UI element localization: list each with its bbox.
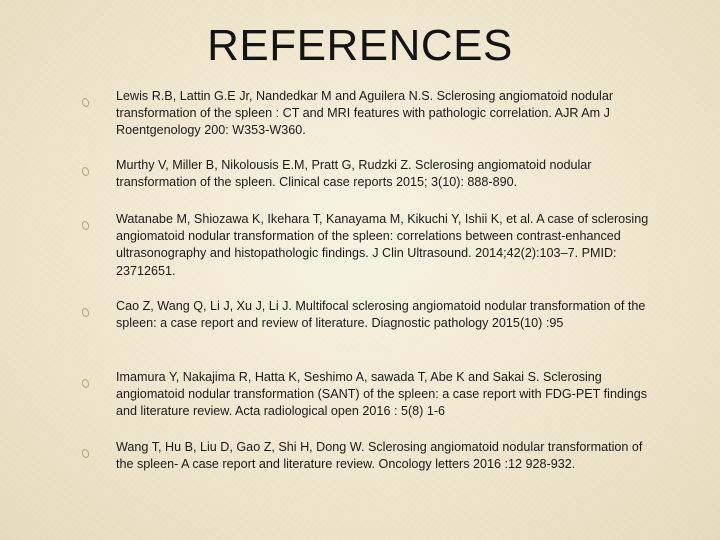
- reference-text: Murthy V, Miller B, Nikolousis E.M, Pratt G, Rudzki Z. Sclerosing angiomatoid nodular transformation of the spleen. Clinical case reports 2015; 3(10): 888-890.: [116, 158, 592, 190]
- reference-text: Watanabe M, Shiozawa K, Ikehara T, Kanayama M, Kikuchi Y, Ishii K, et al. A case of sclerosing angiomatoid nodular transformation of the spleen: correlations between contrast-enhanced ultrasonography and histopathologic findings. J Clin Ultrasound. 2014;42(2):103–7. PMID: 23712651.: [116, 212, 649, 278]
- bullet-icon: [81, 448, 91, 459]
- reference-text: Cao Z, Wang Q, Li J, Xu J, Li J. Multifocal sclerosing angiomatoid nodular transformation of the spleen: a case report and review of literature. Diagnostic pathology 2015(10) :95: [116, 299, 646, 331]
- reference-text: Lewis R.B, Lattin G.E Jr, Nandedkar M and Aguilera N.S. Sclerosing angiomatoid nodular transformation of the spleen : CT and MRI features with pathologic correlation. AJR Am J Roentgenology 200: W353-W360.: [116, 89, 614, 138]
- bullet-icon: [81, 378, 91, 389]
- bullet-icon: [81, 307, 91, 318]
- slide-title: REFERENCES: [207, 21, 513, 70]
- reference-text: Wang T, Hu B, Liu D, Gao Z, Shi H, Dong W. Sclerosing angiomatoid nodular transformation of the spleen- A case report and literature review. Oncology letters 2016 :12 928-932.: [116, 440, 643, 472]
- bullet-icon: [81, 97, 91, 108]
- reference-text: Imamura Y, Nakajima R, Hatta K, Seshimo A, sawada T, Abe K and Sakai S. Sclerosing angiomatoid nodular transformation (SANT) of the spleen: a case report with FDG-PET findings and literature review. Acta radiological open 2016 : 5(8) 1-6: [116, 370, 648, 419]
- bullet-icon: [81, 220, 91, 231]
- bullet-icon: [81, 166, 91, 177]
